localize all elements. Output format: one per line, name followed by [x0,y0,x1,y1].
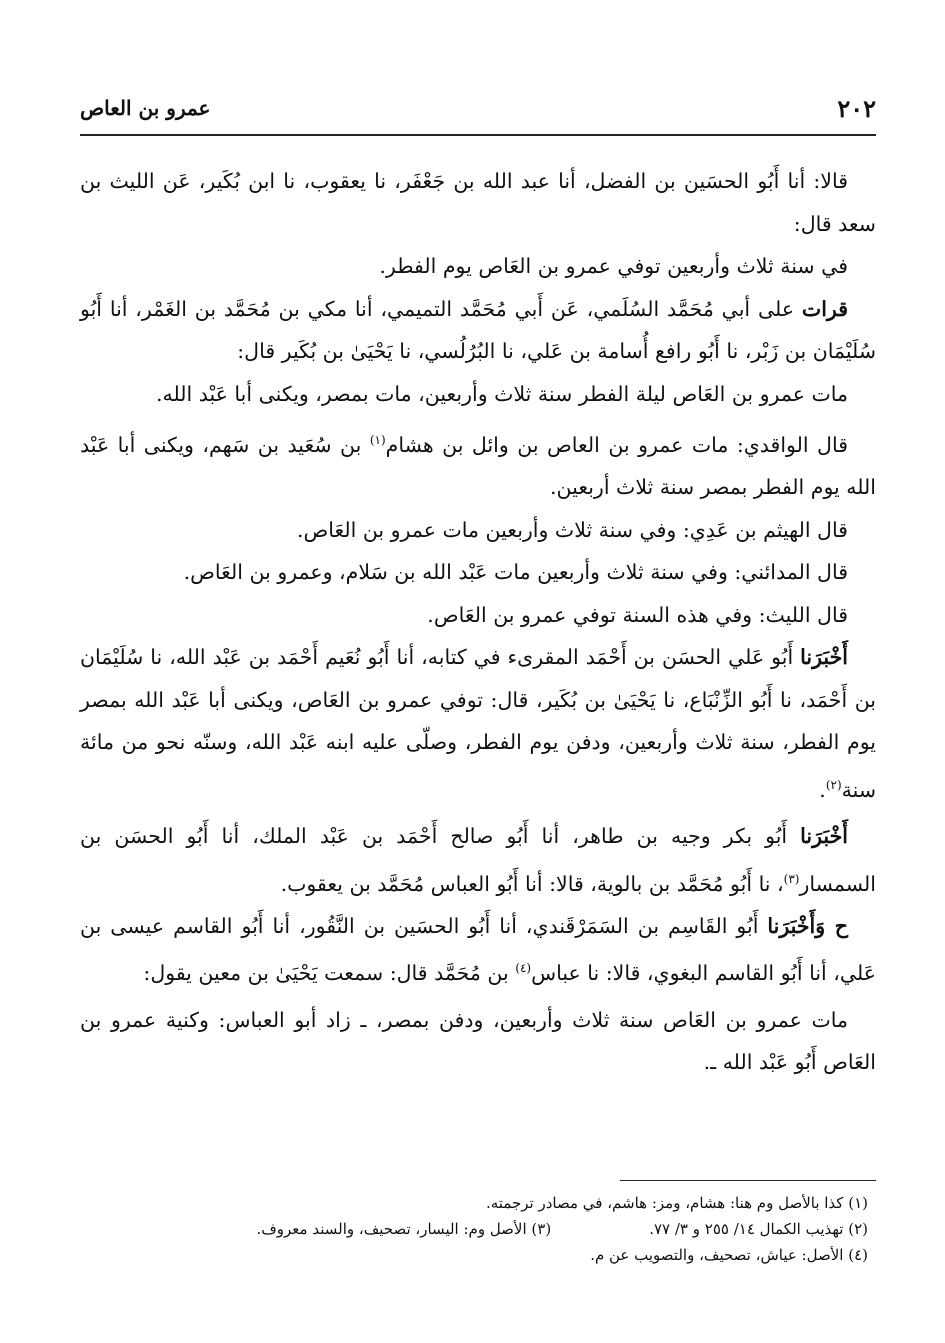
paragraph: أَخْبَرَنا أَبُو بكر وجيه بن طاهر، أنا أَبُو صالح أَحْمَد بن عَبْد الملك، أنا أَبُو الحسَن بن السمسار$^{(٣)}$، نا أَبُو مُحَمَّد بن بالوية، قالا: أنا أَبُو العباس مُحَمَّد بن يعقوب. [80,824,876,896]
paragraph: في سنة ثلاث وأربعين توفي عمرو بن العَاص يوم الفطر. [379,254,848,278]
paragraph: قال المدائني: وفي سنة ثلاث وأربعين مات عَبْد الله بن سَلام، وعمرو بن العَاص. [183,560,848,585]
footnote-line [80,1242,876,1268]
isnad-lead: أَخْبَرَنا [800,824,848,849]
footnote-ref: (٣) [783,871,800,886]
paragraph: قال الليث: وفي هذه السنة توفي عمرو بن العَاص. [427,602,848,627]
isnad-lead: قرات [801,296,848,321]
isnad-lead: أَخْبَرَنا [800,645,848,670]
page-header [80,92,876,132]
paragraph: ح وَأَخْبَرَنا أَبُو القَاسِم بن السَمَرْقَندي، أنا أَبُو الحسَين بن النَّقُور، أنا أَبُو القاسم عيسى بن عَلي، أنا أَبُو القاسم البغوي، قالا: نا عباس$^{(٤)}$ بن مُحَمَّد قال: سمعت يَحْيَىٰ بن معين يقول: [80,913,876,986]
footnote-rule [620,1180,876,1181]
paragraph: قالا: أنا أَبُو الحسَين بن الفضل، أنا عبد الله بن جَعْفَر، نا يعقوب، نا ابن بُكَير، عَن الليث بن سعد قال: [80,169,876,236]
header-rule [80,134,876,136]
footnote-2: (٢) تهذيب الكمال ١٤/ ٢٥٥ و ٣/ ٧٧. [649,1220,868,1238]
footnote-1: (١) كذا بالأصل وم هنا: هشام، ومز: هاشم، في مصادر ترجمته. [485,1194,868,1212]
footnote-ref: (٤) [515,961,532,976]
page-number: ٢٠٢ [837,94,876,123]
paragraph: قال الهيثم بن عَدِي: وفي سنة ثلاث وأربعين مات عمرو بن العَاص. [296,517,848,542]
paragraph: قرات على أبي مُحَمَّد السُلَمي، عَن أَبي مُحَمَّد التميمي، أنا مكي بن مُحَمَّد بن الغَمْر، أنا أَبُو سُلَيْمَان بن زَبْر، نا أَبُو رافع أُسامة بن عَلي، نا البُرُلُسي، نا يَحْيَىٰ بن بُكَير قال: [80,296,876,363]
footnote-ref: (٢) [825,777,842,792]
main-text [80,160,876,1084]
running-title: عمرو بن العاص [80,96,211,120]
paragraph: مات عمرو بن العَاص سنة ثلاث وأربعين، ودفن بمصر، ـ زاد أبو العباس: وكنية عمرو بن العَاص أَبُو عَبْد الله ـ. [80,1007,876,1075]
footnote-line [80,1216,876,1242]
footnote-ref: (١) [369,433,386,447]
isnad-lead: ح وَأَخْبَرَنا [767,913,848,938]
paragraph: مات عمرو بن العَاص ليلة الفطر سنة ثلاث وأربعين، مات بمصر، ويكنى أبا عَبْد الله. [155,381,848,406]
paragraph: أَخْبَرَنا أَبُو عَلي الحسَن بن أَحْمَد المقرىء في كتابه، أنا أَبُو نُعَيم أَحْمَد بن عَبْد الله، نا سُلَيْمَان بن أَحْمَد، نا أَبُو الزِّنْبَاع، نا يَحْيَىٰ بن بُكَير، قال: توفي عمرو بن العَاص، ويكنى أبا عَبْد الله بمصر يوم الفطر، سنة ثلاث وأربعين، ودفن يوم الفطر، وصلّى عليه ابنه عَبْد الله، وسنّه نحو من مائة سنة$^{(٢)}$. [80,645,876,802]
footnote-line [80,1190,876,1216]
footnote-4: (٤) الأصل: عياش، تصحيف، والتصويب عن م. [590,1246,868,1264]
paragraph: قال الواقدي: مات عمرو بن العاص بن وائل بن هشام$^{(١)}$ بن سُعَيد بن سَهم، ويكنى أبا عَبْد الله يوم الفطر بمصر سنة ثلاث أربعين. [80,432,876,500]
footnotes [80,1190,876,1268]
footnote-3: (٣) الأصل وم: اليسار، تصحيف، والسند معروف. [256,1220,552,1238]
